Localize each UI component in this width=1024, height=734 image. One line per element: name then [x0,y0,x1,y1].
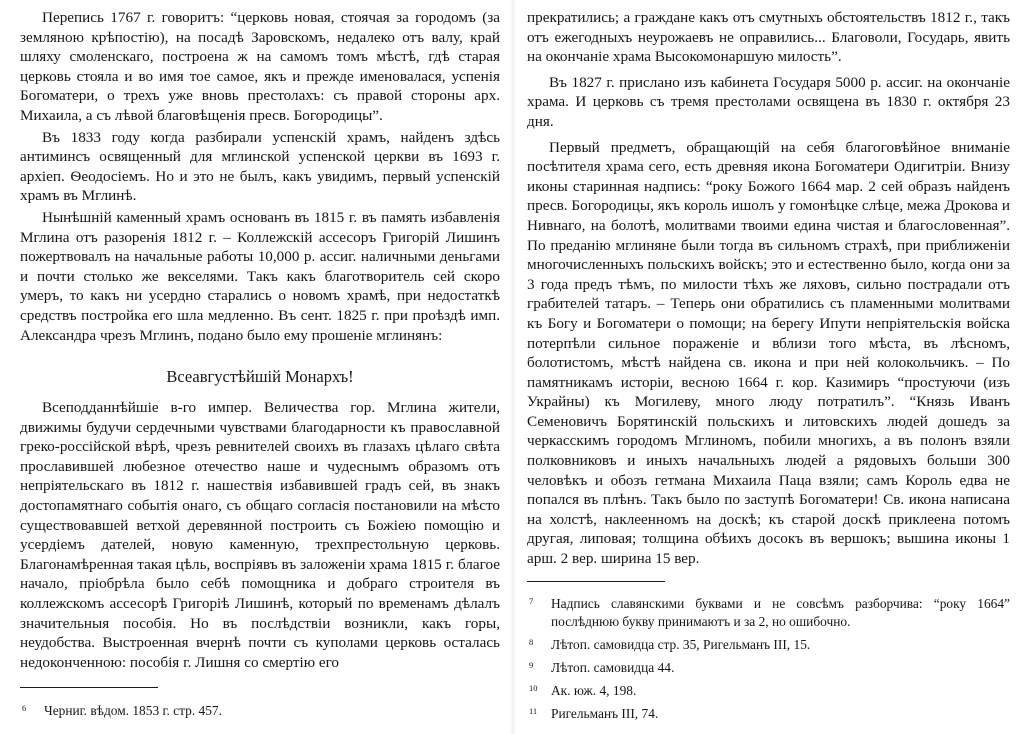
footnote-rule [527,581,665,582]
left-body-text [20,8,500,672]
footnote-text: Лѣтоп. самовидца стр. 35, Ригельманъ III, 15. [551,637,811,652]
footnote-text: Ригельманъ III, 74. [551,706,659,721]
footnote-text: Надпись славянскими буквами и не совсѣмъ разборчива: “року 1664” послѣднюю букву принимаютъ и за 2, но ошибочно. [551,596,1010,629]
footnote [527,636,1010,654]
footnote-number: 6 [22,703,27,713]
petition-heading: Всеавгустѣйшій Монархъ! [166,367,354,387]
paragraph-consecration-1830: Въ 1827 г. прислано изъ кабинета Государя 5000 р. ассиг. на окончаніе храма. И церковь съ тремя престолами освящена въ 1830 г. октября 23 дня. [527,73,1010,130]
footnote-rule [20,687,158,688]
footnote [20,702,490,720]
footnote [527,705,1010,723]
footnotes-right [527,595,1010,728]
footnotes-left [20,702,490,720]
book-gutter [510,0,516,734]
footnote-text: Ак. юж. 4, 198. [551,683,637,698]
paragraph-petition-text: Всеподданнѣйшіе в-го импер. Величества гор. Мглина жители, движимы будучи сердечными чувствами благодарности къ православной греко-россійской вѣрѣ, чрезъ ревнителей своихъ въ глазахъ цѣлаго свѣта прославившей любезное отечество наше и чудеснымъ образомъ отъ непріятельскаго въ 1812 г. нашествія избавившей градъ сей, въ знакъ достопамятнаго событія онаго, съ общаго согласія постановили на мѣсто существовавшей ветхой деревянной построить съ Божіею помощію и усердіемъ дателей, новую каменную, трехпрестольную церковь. Благонамѣренная такая цѣль, воспріявъ въ заложеніи храма 1815 г. благое начало, пріобрѣла было себѣ помощника и добраго строителя въ коллежскомъ ассесорѣ Григоріѣ Лишинѣ, который по временамъ дѣлалъ значительныя пособія. Но въ послѣдствіи возникли, какъ горы, неудобства. Выстроенная вчернѣ почти съ куполами церковь осталась недоконченною: пособія г. Лишня со смертію его [20,399,500,671]
footnote [527,595,1010,631]
footnote-text: Черниг. вѣдом. 1853 г. стр. 457. [44,703,222,718]
footnote-number: 8 [529,637,534,647]
paragraph-stone-church-1815: Нынѣшній каменный храмъ основанъ въ 1815 г. въ память избавленія Мглина отъ разоренія 1812 г. – Коллежскій ассесоръ Григорій Лишинъ пожертвовалъ на начальные работы 10,000 р. ассиг. наличными деньгами и почти столько же векселями. Такъ какъ благотворитель сей скоро умеръ, то какъ ни усердно старались о новомъ храмѣ, при недостаткѣ средствъ постройка его шла медленно. Въ сент. 1825 г. при проѣздѣ имп. Александра чрезъ Мглинъ, подано было ему прошеніе мглинянъ: [20,208,500,344]
paragraph-antimins-1833: Въ 1833 году когда разбирали успенскій храмъ, найденъ здѣсь антиминсъ освященный для мглинской успенской церкви въ 1693 г. архіеп. Ѳеодосіемъ. Но и это не былъ, какъ увидимъ, первый успенскій храмъ въ Мглинѣ. [20,128,500,205]
right-body-text [527,8,1010,569]
footnote-text: Лѣтоп. самовидца 44. [551,660,675,675]
footnote-number: 7 [529,596,534,606]
paragraph-icon-hodegetria: Первый предметъ, обращающій на себя благоговѣйное вниманіе посѣтителя храма сего, есть древняя икона Богоматери Одигитріи. Внизу иконы старинная надпись: “року Божого 1664 мар. 2 сей образъ найденъ пресв. Богородицы, якъ король ишолъ у гомонѣцке слѣце, межа Дрокова и Нивнаго, на болотѣ, молитвами твоими едина чистая и благословенная”. По преданію мглиняне были тогда въ сильномъ страхѣ, при приближеніи многочисленныхъ польскихъ войскъ; это и естественно было, когда они за 3 года предъ тѣмъ, по милости тѣхъ же ляховъ, сильно пострадали отъ грабителей татаръ. – Теперь они обратились съ пламенными молитвами къ Богу и Богоматери о помощи; на берегу Ипути непріятельскія войска потерпѣли сильное пораженіе и вблизи того мѣста, въ лѣсномъ, болотистомъ, мѣстѣ найдена св. икона и при ней колокольчикъ. – По памятникамъ исторіи, весною 1664 г. кор. Казимиръ “простуючи (изъ Украйны) къ Могилеву, много люду потратилъ”. “Князь Иванъ Семеновичъ Борятинскій польскихъ и литовскихъ людей дошедъ за черкасскимъ городомъ Мглиномъ, побили многихъ, а въ полонъ взяли полковниковъ и иныхъ начальныхъ людей а рядовыхъ больши 300 человѣкъ и обозъ гетмана Михаила Паца взяли; самъ Король едва не попался въ плѣнъ. Такъ было по заступѣ Богоматери! Св. икона написана на холстѣ, наклеенномъ на доскѣ; къ старой доскѣ приклеена потомъ другая, липовая; толщина обѣихъ досокъ въ вершокъ; вышина иконы 1 арш. 2 вер. ширина 15 вер. [527,138,1010,568]
footnote-number: 11 [529,706,538,716]
paragraph-petition-end: прекратились; а граждане какъ отъ смутныхъ обстоятельствъ 1812 г., такъ отъ ежегодныхъ неурожаевъ не оправились... Благоволи, Государь, явить на окончаніе храма Высокомонаршую милость”. [527,9,1010,66]
paragraph-census-1767: Перепись 1767 г. говоритъ: “церковь новая, стоячая за городомъ (за земляною крѣпостію), на посадѣ Заровскомъ, недалеко отъ валу, край шляху смоленскаго, построена ж на самомъ томъ мѣстѣ, гдѣ старая церковь стояла и во имя тое самое, якъ и прежде именовалася, успенія Богоматери, о трехъ уже вновь престолахъ: съ правой стороны арх. Михаила, а съ лѣвой благовѣщенія пресв. Богородицы”. [20,9,500,124]
footnote [527,659,1010,677]
left-page [20,8,500,730]
footnote-number: 10 [529,683,538,693]
footnote-number: 9 [529,660,534,670]
footnote [527,682,1010,700]
right-page [527,8,1010,730]
